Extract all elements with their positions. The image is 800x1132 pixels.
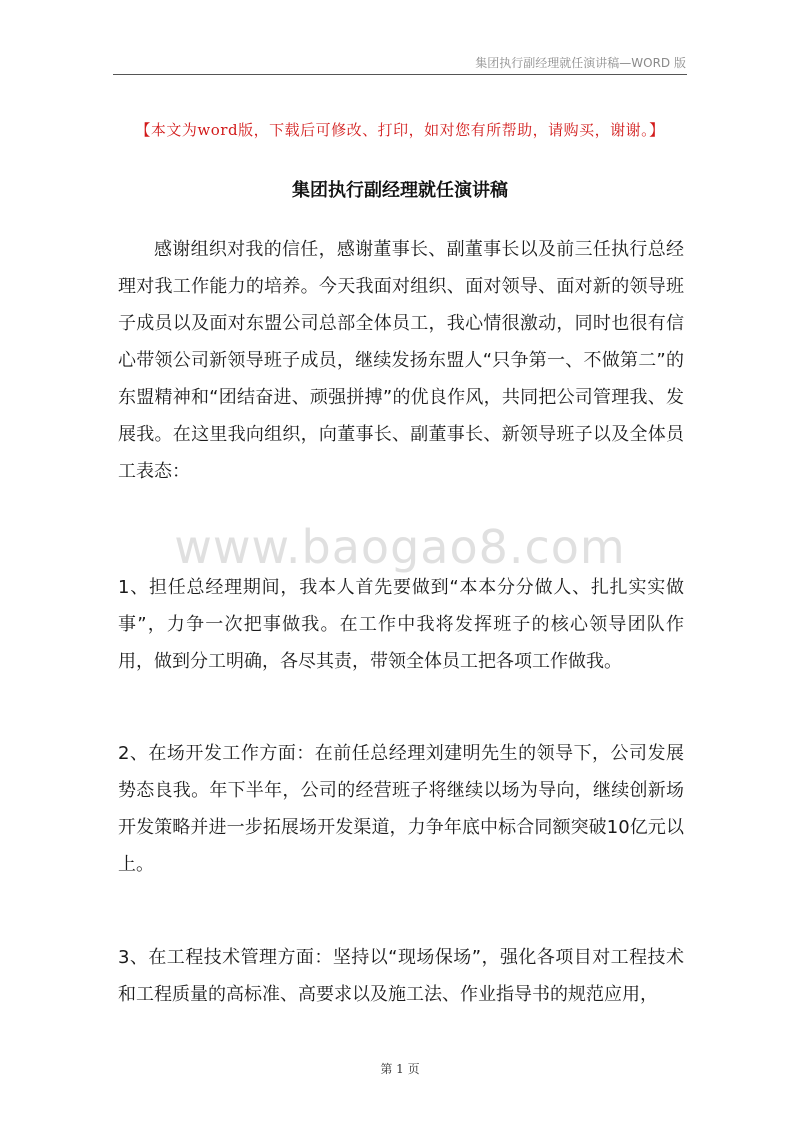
watermark: www.baogao8.com — [174, 520, 626, 574]
paragraph-item-3: 3、在工程技术管理方面：坚持以“现场保场”，强化各项目对工程技术和工程质量的高标准、高要求以及施工法、作业指导书的规范应用， — [118, 947, 684, 1005]
header-divider — [113, 74, 687, 75]
page-title: 集团执行副经理就任演讲稿 — [292, 180, 508, 201]
paragraph-intro: 感谢组织对我的信任，感谢董事长、副董事长以及前三任执行总经理对我工作能力的培养。今天我面对组织、面对领导、面对新的领导班子成员以及面对东盟公司总部全体员工，我心情很激动，同时也很有信心带领公司新领导班子成员，继续发扬东盟人“只争第一、不做第二”的东盟精神和“团结奋进、顽强拼搏”的优良作风，共同把公司管理我、发展我。在这里我向组织，向董事长、副董事长、新领导班子以及全体员工表态： — [118, 239, 684, 482]
running-header: 集团执行副经理就任演讲稿—WORD 版 — [475, 56, 686, 70]
paragraph-item-1: 1、担任总经理期间，我本人首先要做到“本本分分做人、扎扎实实做事”，力争一次把事做我。在工作中我将发挥班子的核心领导团队作用，做到分工明确，各尽其责，带领全体员工把各项工作做我。 — [118, 577, 684, 672]
page-number: 第 1 页 — [380, 1062, 420, 1076]
paragraph-item-2: 2、在场开发工作方面：在前任总经理刘建明先生的领导下，公司发展势态良我。年下半年，公司的经营班子将继续以场为导向，继续创新场开发策略并进一步拓展场开发渠道，力争年底中标合同额突破10亿元以上。 — [118, 743, 684, 875]
download-notice: 【本文为word版，下载后可修改、打印，如对您有所帮助，请购买，谢谢。】 — [135, 121, 665, 139]
